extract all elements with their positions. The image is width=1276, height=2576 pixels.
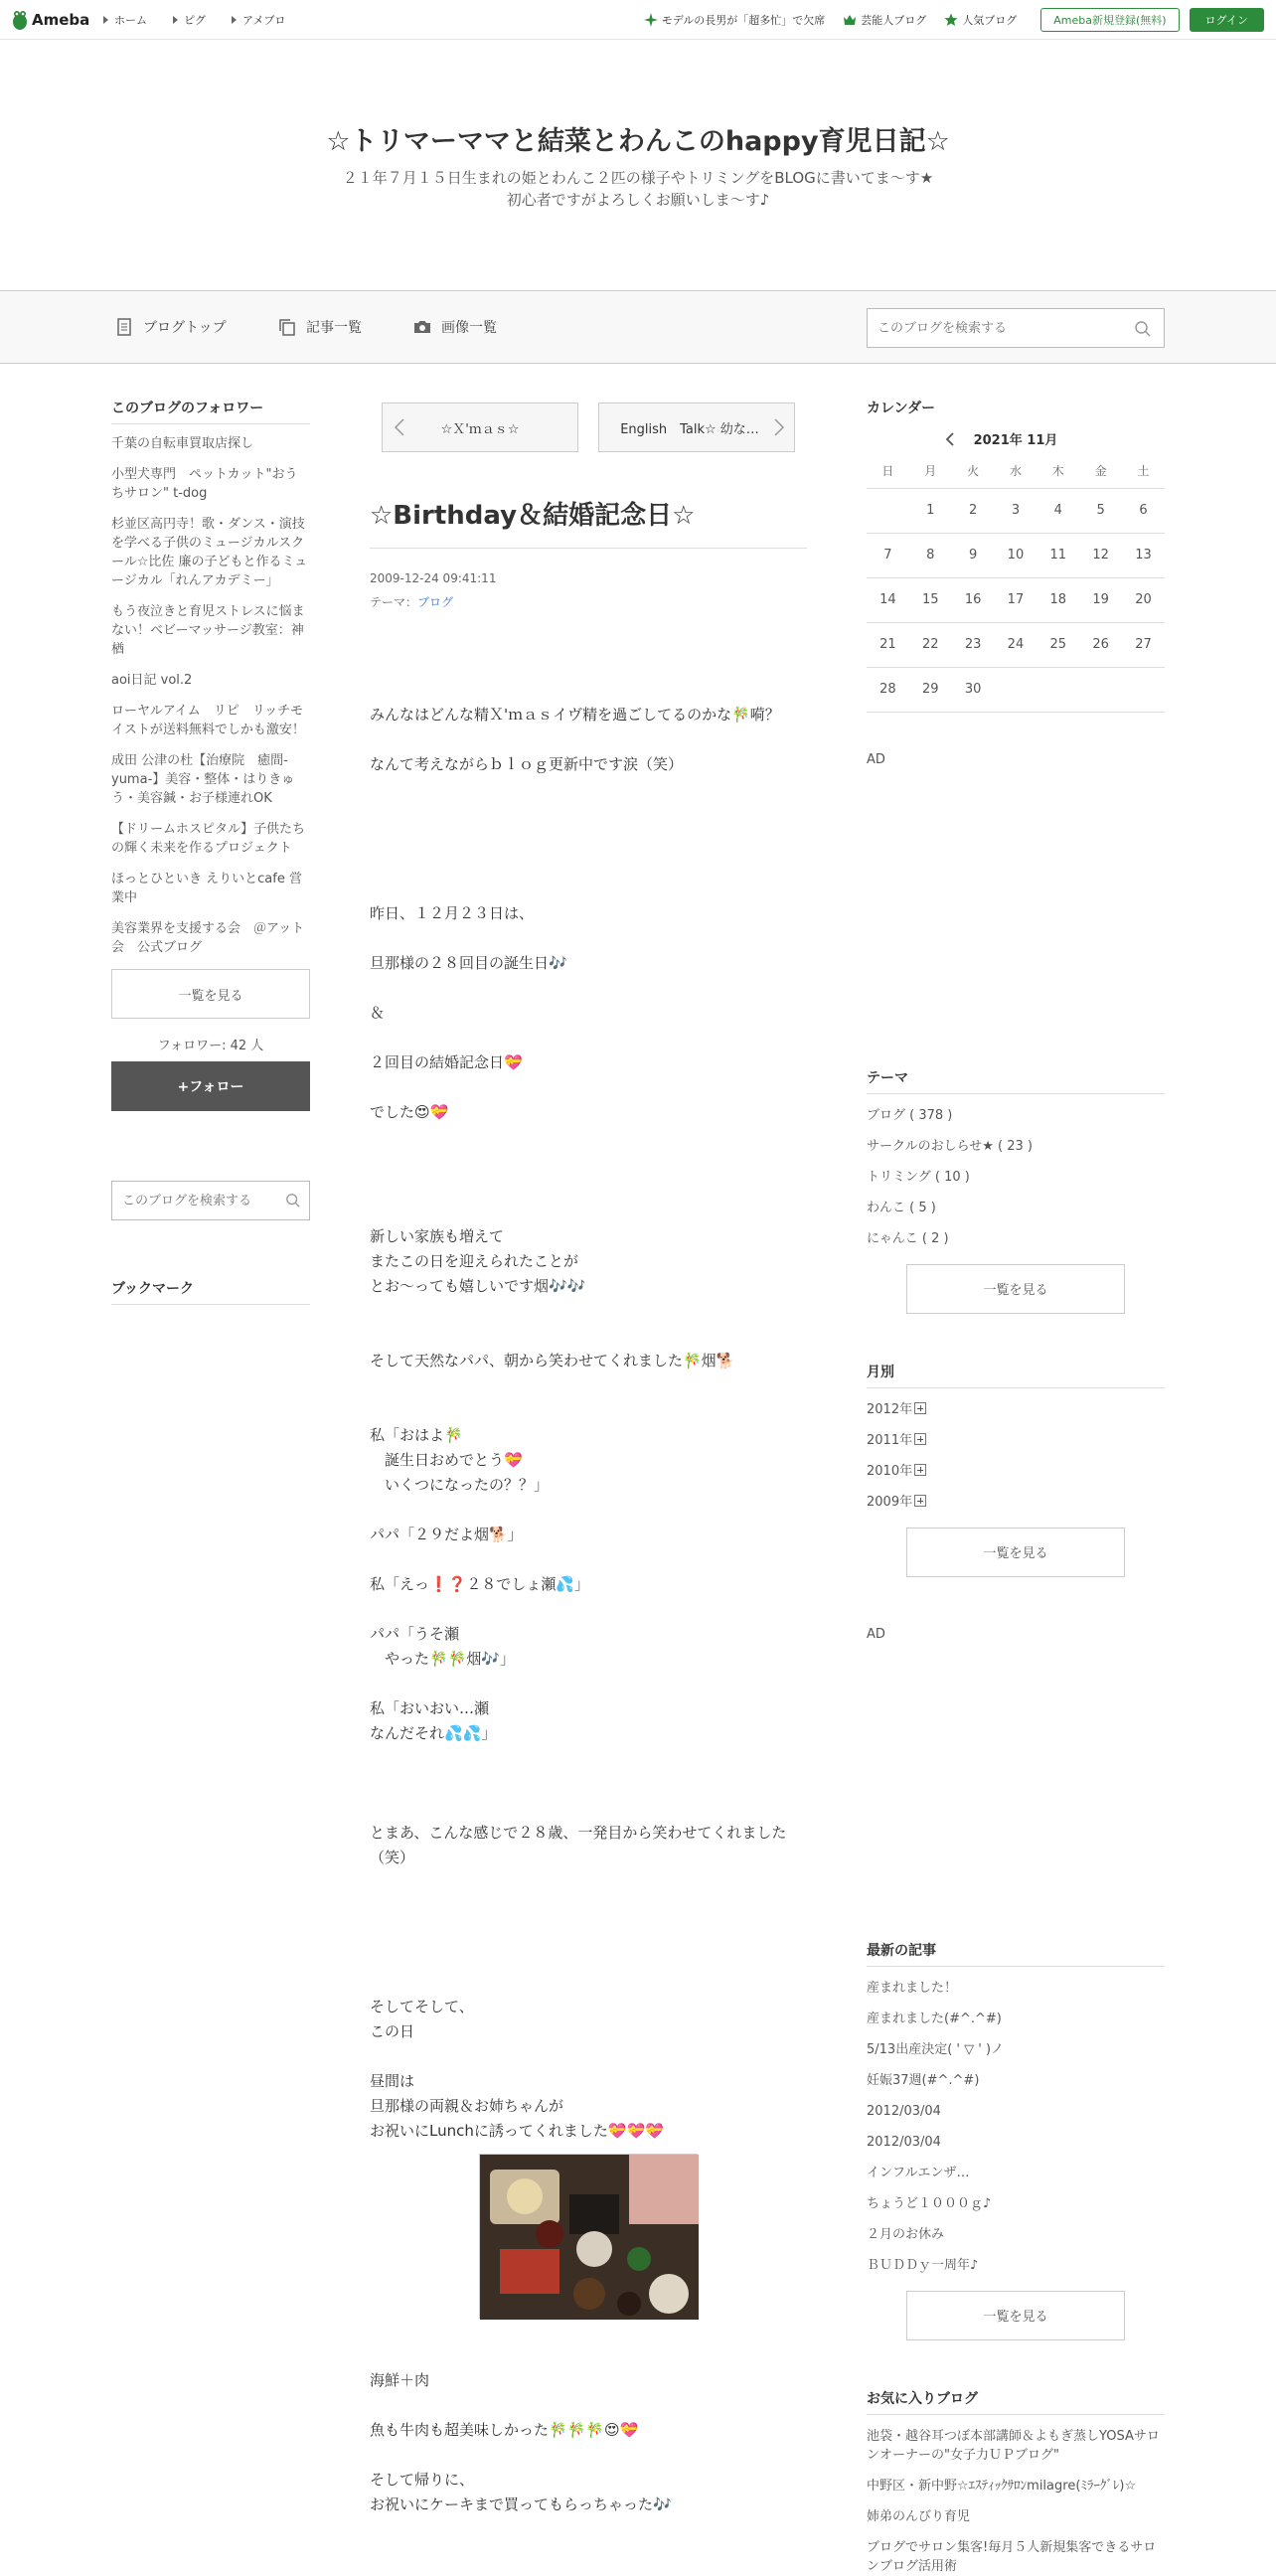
- global-header: [0, 0, 1276, 40]
- lunch-photo-image: [480, 2155, 699, 2320]
- main-content: [370, 398, 807, 2517]
- calendar-weekday: 土: [1122, 454, 1165, 488]
- expand-plus-icon[interactable]: [914, 1402, 926, 1414]
- body-line: [370, 852, 807, 877]
- monthly-item[interactable]: [867, 1431, 1165, 1450]
- follower-count-label: フォロワー:: [157, 1039, 231, 1053]
- calendar-title: カレンダー: [867, 401, 936, 416]
- calendar-weekday: 水: [995, 454, 1037, 488]
- body-line: [370, 777, 807, 802]
- calendar-day[interactable]: 6: [1122, 488, 1165, 533]
- lunch-photo[interactable]: [479, 2154, 698, 2319]
- calendar-day[interactable]: 2: [952, 488, 995, 533]
- ad-label-2: AD: [867, 1626, 885, 1642]
- global-nav: [103, 12, 311, 28]
- nav-home-label: ホーム: [114, 14, 147, 27]
- theme-item[interactable]: にゃんこ ( 2 ): [867, 1230, 949, 1246]
- entry-date: 2009-12-24 09:41:11: [370, 571, 497, 585]
- calendar-day[interactable]: 12: [1079, 533, 1122, 577]
- follower-item[interactable]: 千葉の自転車買取店探し: [111, 436, 254, 451]
- body-line: 新しい家族も増えて: [370, 1227, 505, 1245]
- nav-image-list-label: 画像一覧: [441, 320, 497, 336]
- monthly-see-all-button[interactable]: 一覧を見る: [906, 1528, 1125, 1577]
- calendar-day[interactable]: 13: [1122, 533, 1165, 577]
- calendar-weekday: 火: [952, 454, 995, 488]
- trending-news-link[interactable]: [644, 12, 825, 28]
- favorite-blog[interactable]: 中野区・新中野☆ｴｽﾃｨｯｸｻﾛﾝmilagre(ﾐﾗｰｸﾞﾚ)☆: [867, 2478, 1137, 2494]
- body-line: [370, 2443, 807, 2468]
- calendar-week: [867, 667, 1165, 712]
- recent-entry[interactable]: ２月のお休み: [867, 2226, 945, 2242]
- recent-entry[interactable]: 産まれました！: [867, 1980, 958, 1996]
- recent-entry[interactable]: 5/13出産決定( ' ▽ ' )ノ: [867, 2041, 1005, 2057]
- calendar-day[interactable]: 17: [995, 577, 1037, 622]
- theme-item[interactable]: わんこ ( 5 ): [867, 1200, 936, 1215]
- body-line: [370, 1672, 807, 1696]
- calendar-week: [867, 622, 1165, 667]
- follower-count-unit: 人: [246, 1039, 264, 1053]
- body-line: [370, 1771, 807, 1796]
- body-line: [370, 1895, 807, 1920]
- body-line: [370, 1498, 807, 1523]
- theme-item[interactable]: ブログ ( 378 ): [867, 1107, 953, 1123]
- body-line: とお～っても嬉しいです烟🎶🎶: [370, 1277, 586, 1295]
- calendar-day: [995, 667, 1037, 712]
- calendar-day[interactable]: 22: [909, 622, 952, 667]
- follow-button[interactable]: +フォロー: [111, 1061, 310, 1111]
- body-line: [370, 1026, 807, 1050]
- sparkle-icon: [644, 13, 658, 27]
- calendar-day[interactable]: 4: [1037, 488, 1079, 533]
- blog-description-line-1: ２１年７月１５日生まれの姫とわんこ２匹の様子やトリミングをBLOGに書いてま～す★: [342, 169, 934, 187]
- copy-icon: [278, 318, 296, 336]
- monthly-year: 2010年: [867, 1463, 913, 1479]
- body-line: [370, 2393, 807, 2418]
- body-line: ＆: [370, 1004, 386, 1022]
- recent-entry[interactable]: 2012/03/04: [867, 2103, 941, 2119]
- calendar-weekday: 月: [909, 454, 952, 488]
- theme-list: [867, 1106, 1165, 1248]
- follower-item[interactable]: 小型犬専門 ペットカット"おうちサロン" t-dog: [111, 467, 298, 501]
- star-icon: [944, 13, 958, 27]
- calendar-day[interactable]: 20: [1122, 577, 1165, 622]
- calendar-day: [867, 488, 909, 533]
- body-line: [370, 1175, 807, 1200]
- monthly-item[interactable]: [867, 1400, 1165, 1419]
- body-line: 魚も牛肉も超美味しかった🎋🎋🎋😍💝: [370, 2421, 639, 2439]
- popular-blog-label: 人気ブログ: [962, 14, 1018, 27]
- follower-item[interactable]: 美容業界を支援する会 ＠アット会 公式ブログ: [111, 921, 305, 955]
- body-line: [370, 1547, 807, 1572]
- chevron-right-icon: [232, 16, 237, 24]
- header-links: [644, 0, 1276, 40]
- theme-see-all-button[interactable]: 一覧を見る: [906, 1264, 1125, 1314]
- body-line: またこの日を迎えられたことが: [370, 1252, 579, 1270]
- recent-entry[interactable]: 2012/03/04: [867, 2134, 941, 2150]
- chevron-left-icon: [393, 417, 406, 437]
- recent-title: 最新の記事: [867, 1940, 1165, 1967]
- body-line: [370, 2044, 807, 2069]
- crown-icon: [843, 13, 857, 27]
- body-line: [370, 1075, 807, 1100]
- entry-body: [370, 628, 807, 2144]
- body-line: [370, 678, 807, 703]
- next-entry-button[interactable]: [598, 402, 795, 452]
- body-line: 私「おいおい…瀬: [370, 1699, 490, 1717]
- body-line: 昨日、１２月２３日は、: [370, 904, 535, 922]
- sidebar-search-input[interactable]: [112, 1182, 271, 1219]
- nav-entry-list-label: 記事一覧: [306, 320, 362, 336]
- calendar-day: [1122, 667, 1165, 712]
- body-line: [370, 1373, 807, 1398]
- monthly-item[interactable]: [867, 1462, 1165, 1481]
- calendar-day[interactable]: 9: [952, 533, 995, 577]
- body-line: パパ「うそ瀬: [370, 1625, 460, 1643]
- body-line: [370, 1125, 807, 1150]
- calendar-table: [867, 454, 1165, 713]
- recent-entry[interactable]: 妊娠37週(#^.^#): [867, 2072, 980, 2088]
- entry-meta: [370, 566, 807, 614]
- body-line: [370, 1398, 807, 1423]
- blog-search: [867, 308, 1165, 348]
- calendar-day[interactable]: 8: [909, 533, 952, 577]
- calendar-day[interactable]: 28: [867, 667, 909, 712]
- calendar-day[interactable]: 26: [1079, 622, 1122, 667]
- body-line: ２回目の結婚記念日💝: [370, 1053, 523, 1071]
- follower-count-value: 42: [230, 1039, 247, 1053]
- calendar-day: [1037, 667, 1079, 712]
- follower-count: [111, 1035, 310, 1053]
- body-line: [370, 926, 807, 951]
- calendar-week: [867, 533, 1165, 577]
- calendar-day[interactable]: 29: [909, 667, 952, 712]
- follower-list: [111, 434, 310, 957]
- body-line: 旦那様の２８回目の誕生日🎶: [370, 954, 567, 972]
- calendar-month: 2021年 11月: [973, 433, 1058, 448]
- calendar-weekday: 日: [867, 454, 909, 488]
- favorite-blog[interactable]: 池袋・越谷耳つぼ本部講師＆よもぎ蒸しYOSAサロンオーナーの"女子力ＵＰブログ": [867, 2428, 1160, 2463]
- blog-description: [298, 167, 978, 211]
- body-line: [370, 2343, 807, 2368]
- recent-see-all-button[interactable]: 一覧を見る: [906, 2291, 1125, 2340]
- blog-title[interactable]: ☆トリマーママと結菜とわんこのhappy育児日記☆: [326, 126, 950, 157]
- body-line: [370, 1970, 807, 1995]
- calendar-day[interactable]: 1: [909, 488, 952, 533]
- monthly-year: 2009年: [867, 1494, 913, 1510]
- blog-search-input[interactable]: [868, 309, 1116, 347]
- body-line: 旦那様の両親＆お姉ちゃんが: [370, 2097, 564, 2115]
- popular-blog-link[interactable]: [944, 12, 1017, 28]
- monthly-title: 月別: [867, 1362, 1165, 1388]
- calendar-day[interactable]: 21: [867, 622, 909, 667]
- body-line: [370, 1920, 807, 1945]
- body-line: [370, 1200, 807, 1224]
- nav-ameblo[interactable]: [232, 12, 285, 28]
- body-line: お祝いにLunchに誘ってくれました💝💝💝: [370, 2122, 664, 2140]
- favorite-blog[interactable]: ブログでサロン集客!毎月５人新規集客できるサロンブログ活用術: [867, 2539, 1157, 2574]
- body-line: [370, 727, 807, 752]
- body-line: 昼間は: [370, 2072, 415, 2090]
- nav-pigg-label: ピグ: [184, 14, 206, 27]
- body-line: [370, 1796, 807, 1821]
- recent-list: [867, 1979, 1165, 2275]
- calendar-weekday: 金: [1079, 454, 1122, 488]
- body-line: お祝いにケーキまで買ってもらっちゃった🎶: [370, 2496, 672, 2513]
- calendar-nav: [867, 429, 1165, 448]
- calendar-weekday: 木: [1037, 454, 1079, 488]
- monthly-list: [867, 1400, 1165, 1512]
- bookmark-title: ブックマーク: [111, 1278, 310, 1305]
- body-line: [370, 877, 807, 901]
- calendar-day[interactable]: 5: [1079, 488, 1122, 533]
- calendar-day[interactable]: 10: [995, 533, 1037, 577]
- calendar-day[interactable]: 27: [1122, 622, 1165, 667]
- logo-text: Ameba: [32, 11, 90, 29]
- body-line: そして帰りに、: [370, 2471, 475, 2489]
- calendar-week: [867, 488, 1165, 533]
- follower-item[interactable]: もう夜泣きと育児ストレスに悩まない！ベビーマッサージ教室：神楢: [111, 604, 305, 657]
- chevron-right-icon: [772, 417, 786, 437]
- next-entry-label: English Talk☆ 幼な…: [620, 421, 759, 437]
- body-line: [370, 628, 807, 653]
- calendar-day[interactable]: 24: [995, 622, 1037, 667]
- body-line: そしてそして、: [370, 1998, 474, 2015]
- celebrity-blog-label: 芸能人ブログ: [861, 14, 927, 27]
- followers-title: このブログのフォロワー: [111, 398, 310, 424]
- left-sidebar: [111, 398, 310, 1305]
- body-line: この日: [370, 2022, 415, 2040]
- body-line: 私「えっ❗❓２８でしょ瀬💦」: [370, 1575, 590, 1593]
- nav-blog-top[interactable]: [115, 317, 227, 337]
- nav-home[interactable]: [103, 12, 147, 28]
- theme-item[interactable]: サークルのおしらせ★ ( 23 ): [867, 1138, 1033, 1154]
- entry-body-continued: [370, 2319, 807, 2517]
- body-line: そして天然なパパ、朝から笑わせてくれました🎋烟🐕: [370, 1352, 735, 1369]
- body-line: [370, 976, 807, 1001]
- body-line: [370, 1945, 807, 1970]
- body-line: [370, 653, 807, 678]
- trending-news-label: モデルの長男が「超多忙」で欠席: [661, 14, 826, 27]
- expand-plus-icon[interactable]: [914, 1464, 926, 1476]
- document-icon: [115, 318, 133, 336]
- body-line: なんて考えながらｂｌｏｇ更新中です涙（笑）: [370, 755, 684, 773]
- follower-item[interactable]: aoi日記 vol.2: [111, 673, 193, 688]
- theme-item[interactable]: トリミング ( 10 ): [867, 1169, 970, 1185]
- recent-entry[interactable]: インフルエンザ…: [867, 2165, 970, 2180]
- body-line: なんだそれ💦💦」: [370, 1724, 497, 1742]
- right-sidebar: [867, 398, 1165, 2576]
- follower-item[interactable]: 成田 公津の杜【治療院 癒間-yuma-】美容・整体・はりきゅう・美容鍼・お子様連れOK: [111, 753, 295, 806]
- calendar-week: [867, 577, 1165, 622]
- calendar-day[interactable]: 16: [952, 577, 995, 622]
- recent-entry[interactable]: ＢＵＤＤｙ一周年♪: [867, 2257, 979, 2273]
- body-line: [370, 1870, 807, 1895]
- chevron-left-icon[interactable]: [944, 431, 956, 447]
- calendar-day[interactable]: 23: [952, 622, 995, 667]
- calendar-day[interactable]: 3: [995, 488, 1037, 533]
- sidebar-search: [111, 1181, 310, 1220]
- follower-item[interactable]: 【ドリームホスピタル】子供たちの輝く未来を作るプロジェクト: [111, 822, 306, 856]
- chevron-right-icon: [103, 16, 108, 24]
- body-line: [370, 1299, 807, 1324]
- search-icon[interactable]: [1134, 320, 1152, 338]
- calendar-day[interactable]: 14: [867, 577, 909, 622]
- calendar-day[interactable]: 19: [1079, 577, 1122, 622]
- body-line: [370, 827, 807, 852]
- chevron-right-icon: [173, 16, 178, 24]
- body-line: 誕生日おめでとう💝: [370, 1451, 523, 1469]
- theme-title: テーマ: [867, 1067, 1165, 1094]
- nav-ameblo-label: アメブロ: [242, 14, 286, 27]
- body-line: [370, 802, 807, 827]
- monthly-year: 2012年: [867, 1401, 913, 1417]
- prev-entry-button[interactable]: [382, 402, 578, 452]
- favorite-blogs-title: お気に入りブログ: [867, 2388, 1165, 2415]
- body-line: [370, 1150, 807, 1175]
- entry-theme-label: テーマ：: [370, 595, 418, 609]
- monthly-year: 2011年: [867, 1432, 913, 1448]
- blog-nav: [0, 290, 1276, 364]
- login-button[interactable]: ログイン: [1190, 8, 1264, 32]
- body-line: [370, 1324, 807, 1349]
- favorite-blogs-list: [867, 2427, 1165, 2576]
- followers-see-all-button[interactable]: 一覧を見る: [111, 969, 310, 1019]
- blog-description-line-2: 初心者ですがよろしくお願いしま～す♪: [506, 191, 770, 209]
- entry-theme-link[interactable]: ブログ: [417, 595, 454, 609]
- body-line: みんなはどんな精Ｘ'ｍａｓイヴ精を過ごしてるのかな🎋嗬？: [370, 706, 780, 724]
- body-line: 海鮮＋肉: [370, 2371, 430, 2389]
- calendar-day[interactable]: 18: [1037, 577, 1079, 622]
- body-line: [370, 1597, 807, 1622]
- nav-image-list[interactable]: [413, 317, 497, 337]
- follower-item[interactable]: ほっとひといき えりいとcafe 営業中: [111, 872, 302, 905]
- recent-entry[interactable]: ちょうど１０００ｇ♪: [867, 2195, 992, 2211]
- favorite-blog[interactable]: 姉弟のんびり育児: [867, 2508, 971, 2524]
- expand-plus-icon[interactable]: [914, 1433, 926, 1445]
- body-line: やった🎋🎋烟🎶」: [370, 1650, 516, 1668]
- calendar-day: [1079, 667, 1122, 712]
- recent-entry[interactable]: 産まれました(#^.^#): [867, 2011, 1002, 2026]
- calendar-day[interactable]: 15: [909, 577, 952, 622]
- body-line: いくつになったの？？」: [370, 1476, 550, 1494]
- body-line: でした😍💝: [370, 1103, 449, 1121]
- calendar-day[interactable]: 7: [867, 533, 909, 577]
- prev-entry-label: ☆Ｘ'ｍａｓ☆: [440, 421, 520, 437]
- entry-pager: [370, 398, 807, 449]
- calendar-day[interactable]: 11: [1037, 533, 1079, 577]
- blog-header: [0, 40, 1276, 290]
- register-button[interactable]: Ameba新規登録(無料): [1040, 8, 1179, 32]
- entry-theme: [370, 590, 807, 614]
- body-line: 私「おはよ🎋: [370, 1426, 463, 1444]
- nav-blog-top-label: ブログトップ: [143, 320, 227, 336]
- ameba-logo[interactable]: [12, 9, 89, 31]
- entry-title: ☆Birthday＆結婚記念日☆: [370, 495, 807, 549]
- calendar-day[interactable]: 30: [952, 667, 995, 712]
- body-line: [370, 1746, 807, 1771]
- body-line: パパ「２９だよ烟🐕」: [370, 1526, 523, 1543]
- body-line: とまあ、こんな感じで２８歳、一発目から笑わせてくれました（笑）: [370, 1824, 787, 1866]
- nav-entry-list[interactable]: [278, 317, 362, 337]
- celebrity-blog-link[interactable]: [843, 12, 926, 28]
- nav-pigg[interactable]: [173, 12, 206, 28]
- expand-plus-icon[interactable]: [914, 1495, 926, 1507]
- ameba-frog-icon: [12, 9, 28, 31]
- search-icon[interactable]: [285, 1193, 301, 1208]
- follower-item[interactable]: 杉並区高円寺！歌・ダンス・演技を学べる子供のミュージカルスクール☆比佐 廉の子どもと作るミュージカル「れんアカデミー」: [111, 517, 308, 588]
- body-line: [370, 2319, 807, 2343]
- ad-label: AD: [867, 751, 885, 767]
- follower-item[interactable]: ローヤルアイム リピ リッチモイストが送料無料でしかも激安！: [111, 704, 305, 737]
- monthly-item[interactable]: [867, 1493, 1165, 1512]
- camera-icon: [413, 318, 431, 336]
- calendar-day[interactable]: 25: [1037, 622, 1079, 667]
